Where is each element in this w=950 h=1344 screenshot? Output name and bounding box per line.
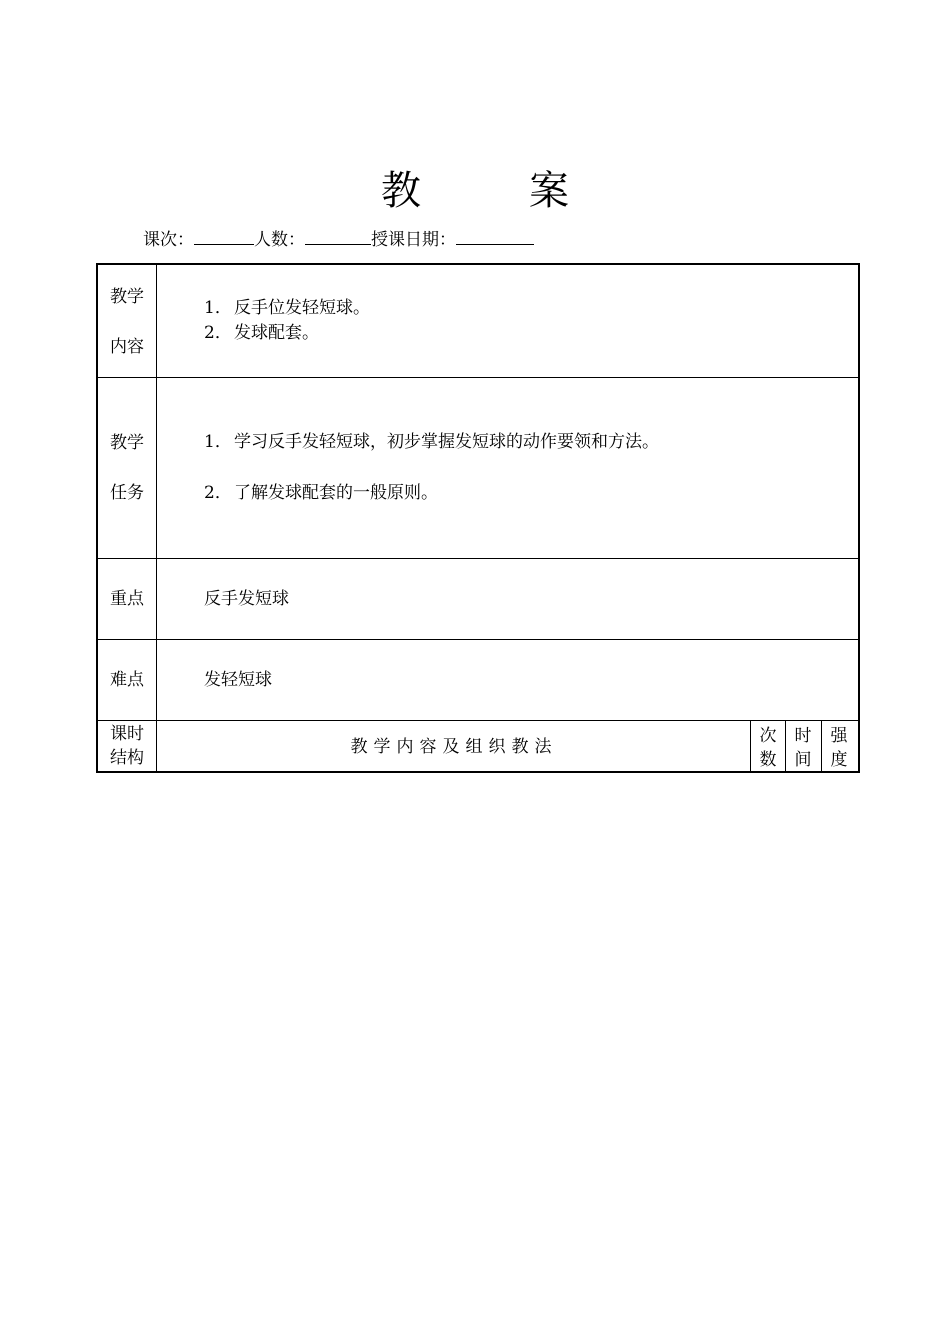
content-item [204,296,370,321]
row-divider [98,558,858,559]
lesson-meta-line [143,228,534,251]
times-header-line2: 数 [759,750,777,770]
difficulty-label: 难点 [110,670,144,690]
lesson-plan-table [96,263,860,773]
content-label [98,272,156,372]
document-title: 教 案 [381,168,603,214]
column-divider [156,265,157,771]
task-item [204,430,659,455]
people-label: 人数： [254,230,305,250]
key-point-text: 反手发短球 [204,589,289,609]
task-label-line2: 任务 [110,483,144,503]
item-number: 2． [204,483,232,503]
method-header: 教学内容及组织教法 [350,737,558,757]
lesson-blank [194,228,254,245]
duration-header [786,724,820,772]
item-number: 1． [204,298,232,318]
duration-header-line2: 间 [794,750,812,770]
content-label-line2: 内容 [110,337,144,357]
item-text: 发球配套。 [234,323,319,343]
row-divider [98,720,858,721]
row-divider [98,639,858,640]
row-divider [98,377,858,378]
times-header-line1: 次 [759,726,777,746]
item-text: 学习反手发轻短球，初步掌握发短球的动作要领和方法。 [234,432,659,452]
item-number: 2． [204,323,232,343]
intensity-header-line2: 度 [830,750,848,770]
content-item [204,321,319,346]
duration-header-line1: 时 [794,726,812,746]
date-label: 授课日期： [371,230,456,250]
people-blank [305,228,371,245]
intensity-header [822,724,856,772]
structure-header-line2: 结构 [110,748,144,768]
task-label-line1: 教学 [110,433,144,453]
task-item [204,481,438,506]
task-label [98,418,156,518]
date-blank [456,228,534,245]
lesson-label: 课次： [143,230,194,250]
structure-header [98,722,156,770]
item-text: 反手位发轻短球。 [234,298,370,318]
structure-header-line1: 课时 [110,724,144,744]
item-number: 1． [204,432,232,452]
times-header [751,724,785,772]
intensity-header-line1: 强 [830,726,848,746]
key-point-label: 重点 [110,589,144,609]
item-text: 了解发球配套的一般原则。 [234,483,438,503]
content-label-line1: 教学 [110,287,144,307]
difficulty-text: 发轻短球 [204,670,272,690]
